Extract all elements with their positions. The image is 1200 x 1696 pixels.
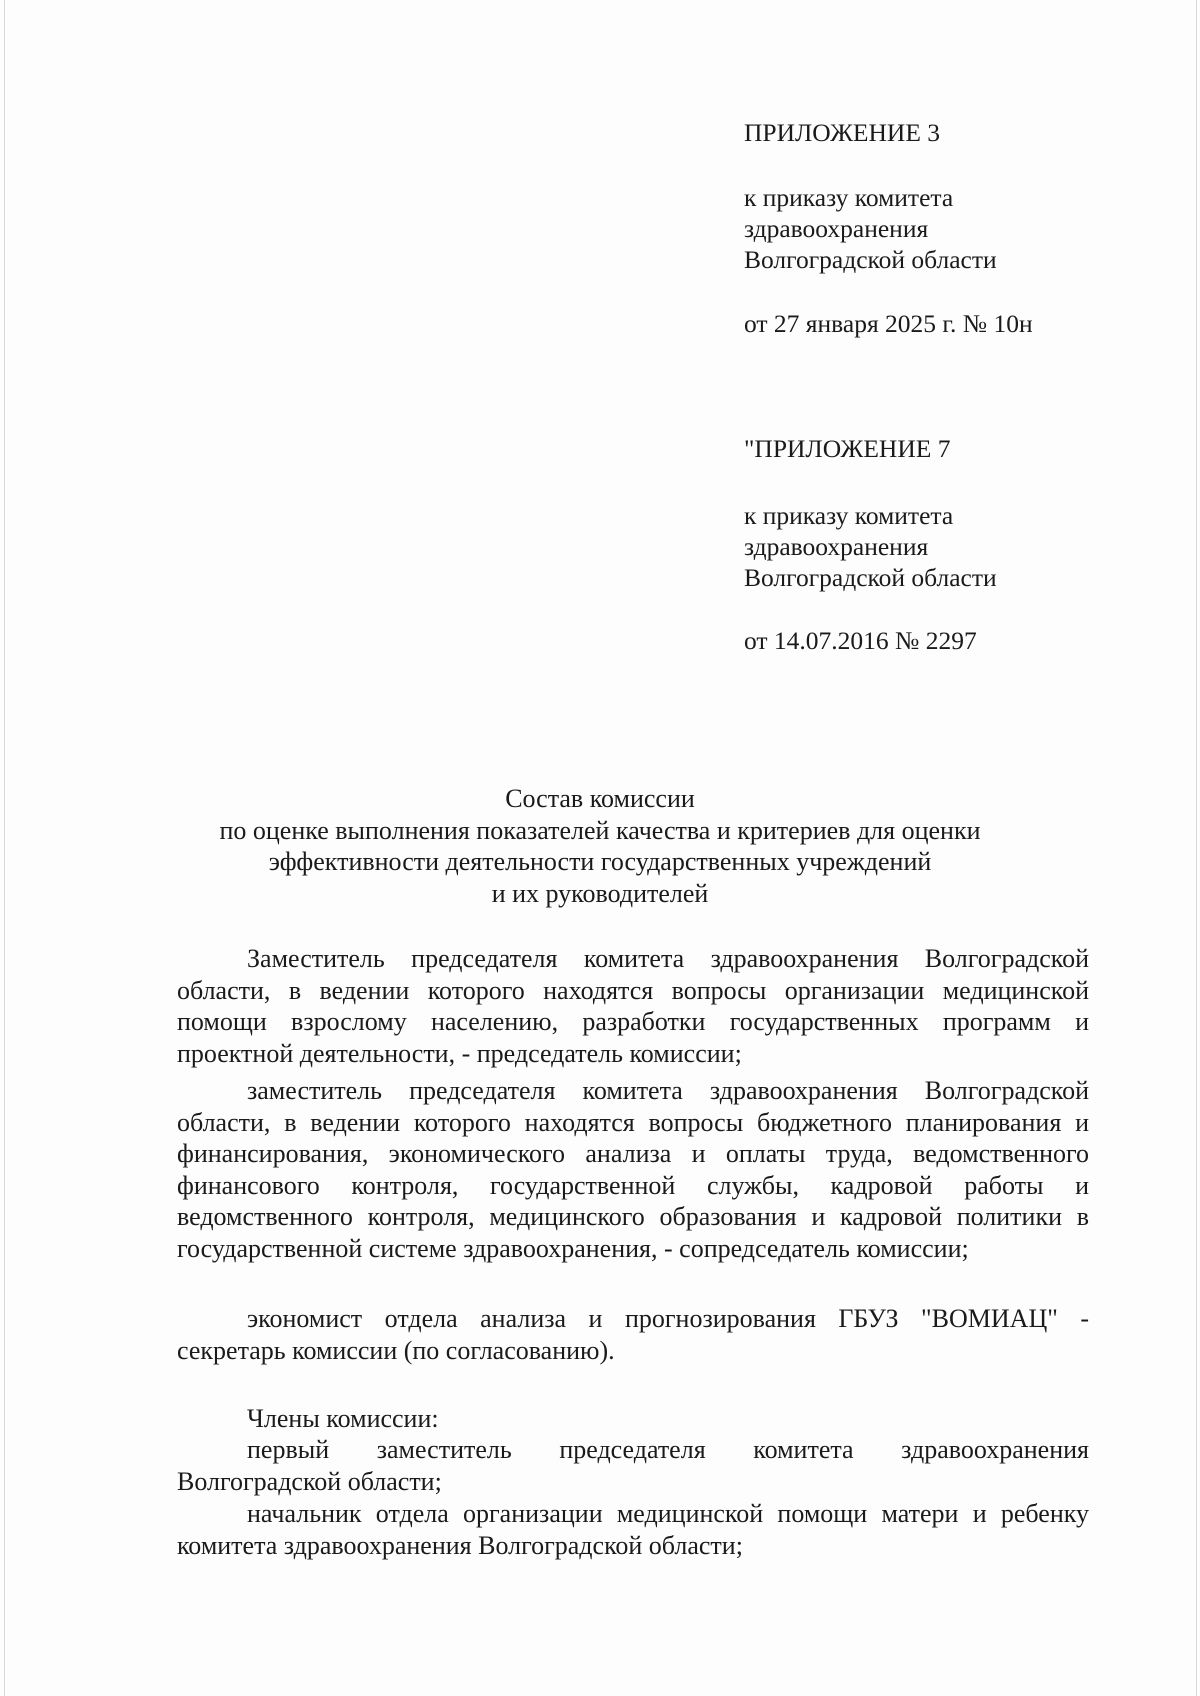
appendix-3-title: ПРИЛОЖЕНИЕ 3 <box>744 118 941 147</box>
member-2-text: начальник отдела организации медицинской помощи матери и ребенку комитета здравоохранения Волгоградской области; <box>177 1499 1089 1560</box>
chair-text: Заместитель председателя комитета здравоохранения Волгоградской области, в ведении которого находятся вопросы организации медицинской помощи взрослому населению, разработки государственных программ и проектной деятельности, - председатель комиссии; <box>177 944 1089 1068</box>
members-heading: Члены комиссии: <box>247 1404 439 1433</box>
appendix-3-date: от 27 января 2025 г. № 10н <box>744 309 1033 338</box>
co-chair-paragraph <box>177 1075 1089 1265</box>
document-title <box>150 783 1050 909</box>
scan-right-edge <box>1196 0 1197 1696</box>
appendix-7-reference: к приказу комитета здравоохранения Волгоградской области <box>744 501 997 592</box>
member-2-paragraph <box>177 1498 1089 1561</box>
secretary-paragraph <box>177 1303 1089 1366</box>
appendix-7-date: от 14.07.2016 № 2297 <box>744 626 977 655</box>
member-1-paragraph <box>177 1434 1089 1497</box>
title-line-3: эффективности деятельности государственных учреждений <box>268 847 932 876</box>
title-line-4: и их руководителей <box>491 878 709 908</box>
appendix-3-reference: к приказу комитета здравоохранения Волгоградской области <box>744 183 997 274</box>
title-line-2: по оценке выполнения показателей качества и критериев для оценки <box>219 815 981 845</box>
secretary-text: экономист отдела анализа и прогнозирования ГБУЗ "ВОМИАЦ" - секретарь комиссии (по согласованию). <box>177 1304 1089 1365</box>
scan-left-edge <box>4 0 5 1696</box>
appendix-7-title: "ПРИЛОЖЕНИЕ 7 <box>744 434 951 463</box>
chair-paragraph <box>177 943 1089 1069</box>
co-chair-text: заместитель председателя комитета здравоохранения Волгоградской области, в ведении которого находятся вопросы бюджетного планирования и финансирования, экономического анализа и оплаты труда, ведомственного финансового контроля, государственной службы, кадровой работы и ведомственного контроля, медицинского образования и кадровой политики в государственной системе здравоохранения, - сопредседатель комиссии; <box>177 1076 1089 1263</box>
title-line-1: Состав комиссии <box>505 784 695 813</box>
member-1-text: первый заместитель председателя комитета здравоохранения Волгоградской области; <box>177 1435 1089 1496</box>
